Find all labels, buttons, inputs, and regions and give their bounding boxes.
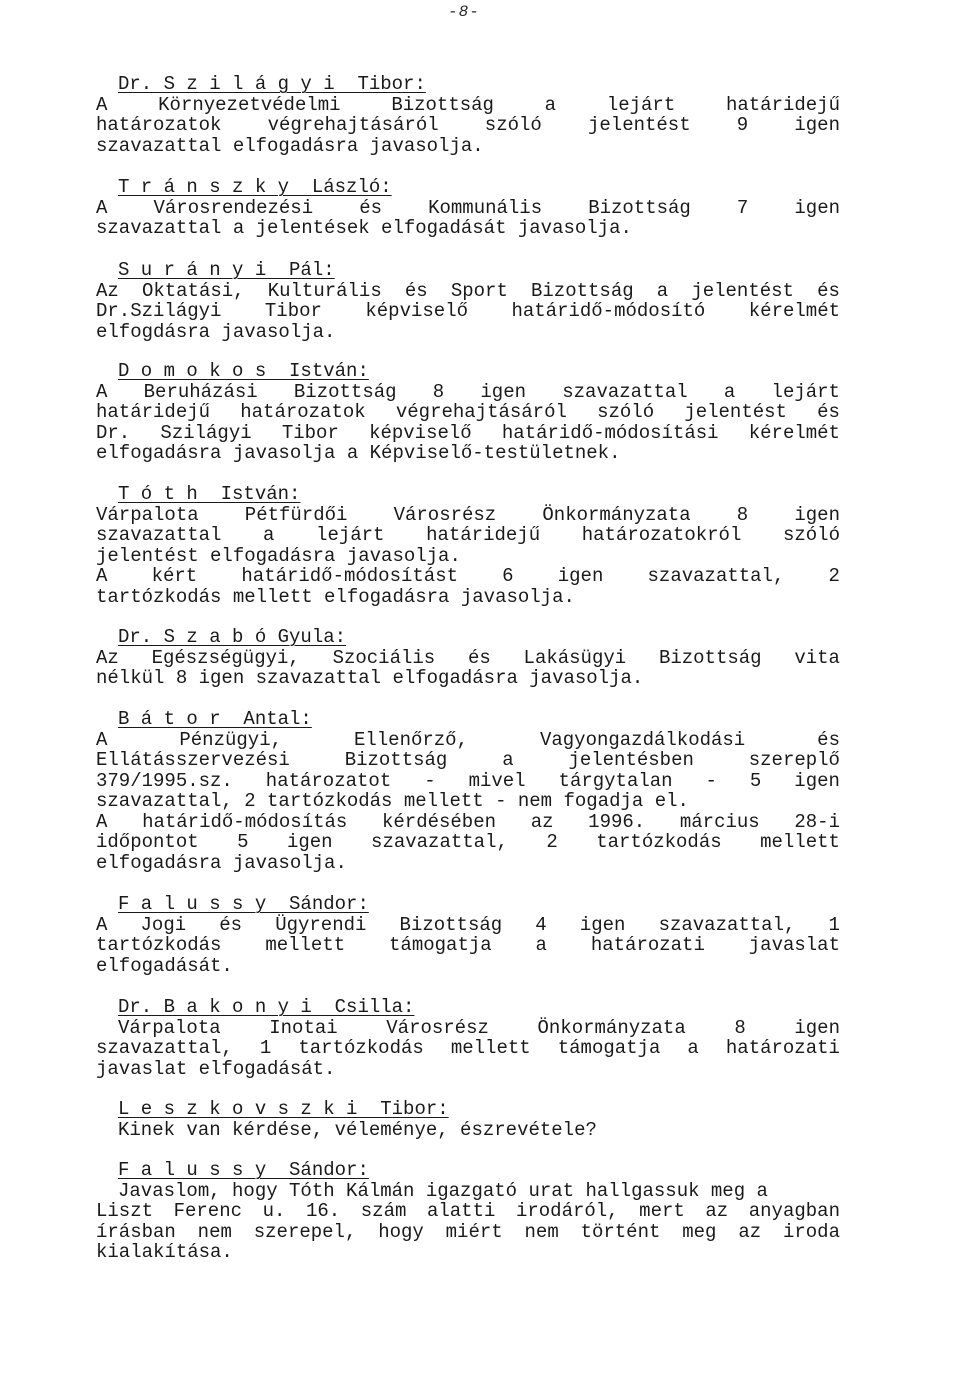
text-line: szavazattal a jelentések elfogadását javasolja. <box>96 217 632 239</box>
text-line: elfogadásra javasolja. <box>96 851 347 874</box>
text-line: Javaslom, hogy Tóth Kálmán igazgató urat hallgassuk meg a <box>118 1179 768 1202</box>
speaker-name: B á t o r Antal: <box>118 708 312 730</box>
speaker-section <box>96 627 840 689</box>
text-line: A Városrendezési és Kommunális Bizottság 7 igen <box>96 196 840 219</box>
text-line: elfogadásra javasolja a Képviselő-testületnek. <box>96 442 621 464</box>
text-line: Kinek van kérdése, véleménye, észrevétele? <box>118 1118 597 1141</box>
speaker-section <box>96 361 840 464</box>
text-line: jelentést elfogadásra javasolja. <box>96 544 461 567</box>
speaker-section <box>96 894 840 976</box>
text-line: szavazattal a lejárt határidejű határozatokról szóló <box>96 524 840 546</box>
text-line: határozatok végrehajtásáról szóló jelentést 9 igen <box>96 114 840 136</box>
text-line: Dr.Szilágyi Tibor képviselő határidő-módosító kérelmét <box>96 300 840 322</box>
text-line: tartózkodás mellett elfogadásra javasolja. <box>96 585 575 608</box>
text-line: szavazattal, 1 tartózkodás mellett támogatja a határozati <box>96 1037 840 1059</box>
speaker-name: T r á n s z k y László: <box>118 176 392 198</box>
text-line: tartózkodás mellett támogatja a határozati javaslat <box>96 934 840 956</box>
text-line: javaslat elfogadását. <box>96 1057 336 1080</box>
speaker-name: F a l u s s y Sándor: <box>118 1159 369 1181</box>
text-line: Az Egészségügyi, Szociális és Lakásügyi Bizottság vita <box>96 646 840 669</box>
speaker-name: S u r á n y i Pál: <box>118 259 335 281</box>
speaker-name: F a l u s s y Sándor: <box>118 893 369 915</box>
speaker-name: L e s z k o v s z k i Tibor: <box>118 1098 449 1120</box>
text-line: A Pénzügyi, Ellenőrző, Vagyongazdálkodási és <box>96 728 840 751</box>
text-line: 379/1995.sz. határozatot - mivel tárgytalan - 5 igen <box>96 769 840 792</box>
text-line: szavazattal, 2 tartózkodás mellett - nem fogadja el. <box>96 790 689 812</box>
text-line: A Beruházási Bizottság 8 igen szavazattal a lejárt <box>96 380 840 403</box>
text-line: elfogdásra javasolja. <box>96 320 336 343</box>
text-line: kialakítása. <box>96 1241 233 1263</box>
text-line: határidejű határozatok végrehajtásáról szóló jelentést és <box>96 401 840 423</box>
text-line: A határidő-módosítás kérdésében az 1996. március 28-i <box>96 810 840 833</box>
speaker-name: Dr. S z i l á g y i Tibor: <box>118 73 426 95</box>
speaker-section <box>96 484 840 607</box>
text-line: Ellátásszervezési Bizottság a jelentésben szereplő <box>96 749 840 771</box>
page-number: -8- <box>448 3 480 21</box>
text-line: írásban nem szerepel, hogy miért nem történt meg az iroda <box>96 1220 840 1243</box>
speaker-section <box>96 260 840 342</box>
text-line: időpontot 5 igen szavazattal, 2 tartózkodás mellett <box>96 831 840 853</box>
speaker-name: Dr. S z a b ó Gyula: <box>118 626 347 648</box>
text-line: Várpalota Pétfürdői Városrész Önkormányzata 8 igen <box>96 503 840 526</box>
text-line: A Környezetvédelmi Bizottság a lejárt határidejű <box>96 93 840 116</box>
speaker-section <box>96 74 840 156</box>
text-line: Liszt Ferenc u. 16. szám alatti irodáról, mert az anyagban <box>96 1200 840 1222</box>
speaker-name: Dr. B a k o n y i Csilla: <box>118 996 415 1018</box>
text-line: A kért határidő-módosítást 6 igen szavazattal, 2 <box>96 565 840 587</box>
text-line: Dr. Szilágyi Tibor képviselő határidő-módosítási kérelmét <box>96 421 840 444</box>
text-line: Az Oktatási, Kulturális és Sport Bizottság a jelentést és <box>96 279 840 302</box>
speaker-name: T ó t h István: <box>118 483 301 505</box>
speaker-section <box>96 1099 840 1140</box>
speaker-section <box>96 997 840 1079</box>
text-line: elfogadását. <box>96 954 233 977</box>
speaker-section <box>96 177 840 239</box>
text-line: szavazattal elfogadásra javasolja. <box>96 134 484 157</box>
text-line: nélkül 8 igen szavazattal elfogadásra javasolja. <box>96 667 644 689</box>
speaker-section <box>96 1160 840 1263</box>
speaker-section <box>96 709 840 873</box>
speaker-name: D o m o k o s István: <box>118 360 369 382</box>
text-line: A Jogi és Ügyrendi Bizottság 4 igen szavazattal, 1 <box>96 913 840 936</box>
text-line: Várpalota Inotai Városrész Önkormányzata 8 igen <box>118 1016 840 1039</box>
